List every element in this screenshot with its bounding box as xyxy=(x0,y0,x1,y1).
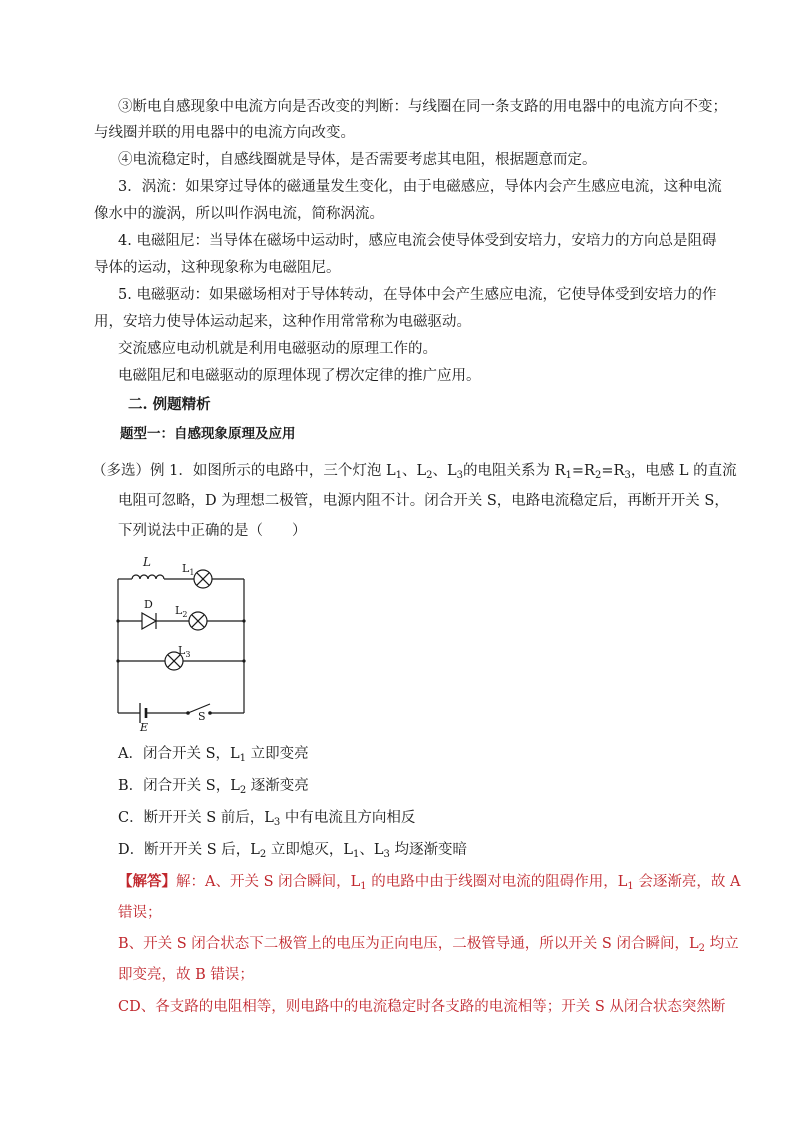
option-b: B．闭合开关 S，$L_2$ 逐渐变亮 xyxy=(118,778,309,796)
switch-label: S xyxy=(198,710,206,723)
resistance-relation: $R_1=R_2=R_3$ xyxy=(554,463,631,481)
question-prefix: （多选）例 1．如图所示的电路中，三个灯泡 xyxy=(92,463,386,479)
answer-line2: 错误； xyxy=(118,905,162,921)
theory-point-3-line2: 与线圈并联的用电器中的电流方向改变。 xyxy=(94,125,355,141)
lenz-text: 电磁阻尼和电磁驱动的原理体现了楞次定律的推广应用。 xyxy=(118,368,481,384)
question-line3: 下列说法中正确的是（ ） xyxy=(118,523,307,539)
lamp2-label: $L_2$ xyxy=(175,604,188,619)
lamp-l2: $L_2$ xyxy=(416,463,433,481)
answer-line1: 【解答】解：A、开关 S 闭合瞬间，$L_1$ 的电路中由于线圈对电流的阻碍作用，$L_1$ 会逐渐亮，故 A xyxy=(118,873,741,892)
battery-label: E xyxy=(140,721,149,733)
inductor-coil xyxy=(132,575,164,579)
relation-text: 的电阻关系为 xyxy=(463,463,555,479)
drive-line2: 用，安培力使导体运动起来，这种作用常常称为电磁驱动。 xyxy=(94,314,471,330)
switch-pivot xyxy=(186,711,190,715)
damping-line1: 4. 电磁阻尼：当导体在磁场中运动时，感应电流会使导体受到安培力，安培力的方向总是阻碍 xyxy=(118,233,717,249)
circuit-diagram xyxy=(112,553,252,733)
eddy-current-line1: 3．涡流：如果穿过导体的磁通量发生变化，由于电磁感应，导体内会产生感应电流，这种电流 xyxy=(118,179,722,195)
theory-point-3-line1: ③断电自感现象中电流方向是否改变的判断：与线圈在同一条支路的用电器中的电流方向不变； xyxy=(118,99,727,115)
switch-contact xyxy=(208,711,212,715)
eddy-current-line2: 像水中的漩涡，所以叫作涡电流，简称涡流。 xyxy=(94,206,384,222)
lamp-l1: $L_1$ xyxy=(385,463,402,481)
question-after-relation: ，电感 L 的直流 xyxy=(630,463,737,479)
inductor-label: L xyxy=(143,555,151,569)
section-title: 二. 例题精析 xyxy=(128,396,211,413)
type-title: 题型一：自感现象原理及应用 xyxy=(120,426,296,442)
lamp-l3: $L_3$ xyxy=(446,463,463,481)
diode-symbol xyxy=(142,613,156,629)
question-line1: （多选）例 1．如图所示的电路中，三个灯泡 $L_1$、$L_2$、$L_3$的电阻关系为 $R_1=R_2=R_3$，电感 L 的直流 xyxy=(92,463,737,481)
motor-text: 交流感应电动机就是利用电磁驱动的原理工作的。 xyxy=(118,341,437,357)
damping-line2: 导体的运动，这种现象称为电磁阻尼。 xyxy=(94,260,341,276)
lamp1-label: $L_1$ xyxy=(182,562,195,577)
answer-line5: CD、各支路的电阻相等，则电路中的电流稳定时各支路的电流相等；开关 S 从闭合状态突然断 xyxy=(118,999,726,1015)
question-line2: 电阻可忽略，D 为理想二极管，电源内阻不计。闭合开关 S，电路电流稳定后，再断开开关 S， xyxy=(118,493,729,509)
option-a: A．闭合开关 S，$L_1$ 立即变亮 xyxy=(118,746,309,764)
lamp3-label: $L_3$ xyxy=(178,644,191,659)
answer-tag: 【解答】 xyxy=(118,873,176,890)
option-d: D．断开开关 S 后，$L_2$ 立即熄灭，$L_1$、$L_3$ 均逐渐变暗 xyxy=(118,842,468,860)
diode-label: D xyxy=(144,598,153,611)
answer-line3: B、开关 S 闭合状态下二极管上的电压为正向电压，二极管导通，所以开关 S 闭合瞬间，$L_2$ 均立 xyxy=(118,936,739,954)
option-c: C．断开开关 S 前后，$L_3$ 中有电流且方向相反 xyxy=(118,810,416,828)
answer-line4: 即变亮，故 B 错误； xyxy=(118,967,254,983)
theory-point-4: ④电流稳定时，自感线圈就是导体，是否需要考虑其电阻，根据题意而定。 xyxy=(118,152,597,168)
drive-line1: 5. 电磁驱动：如果磁场相对于导体转动，在导体中会产生感应电流，它使导体受到安培力的作 xyxy=(118,287,717,303)
